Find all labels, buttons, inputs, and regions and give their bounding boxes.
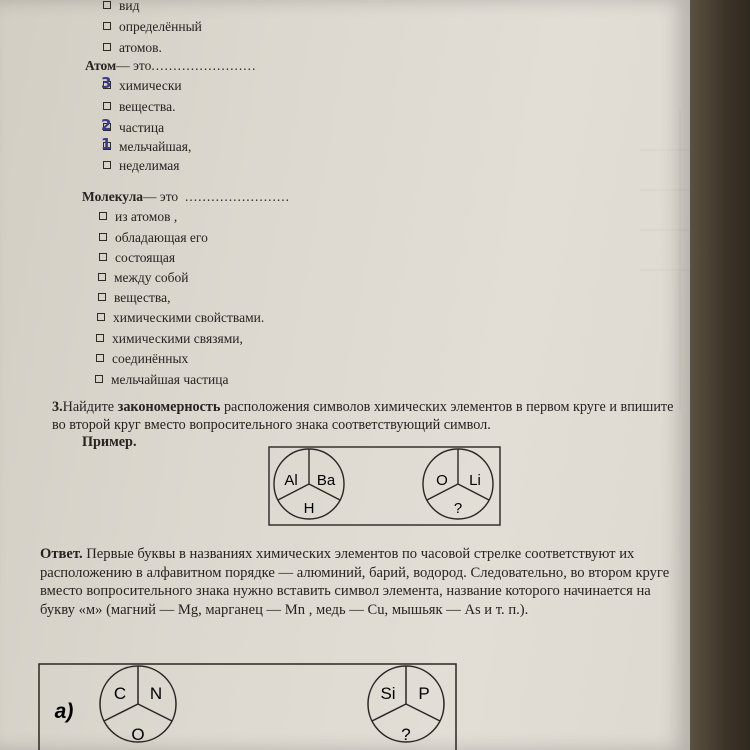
ex-circle2-left: Si	[380, 684, 396, 703]
checkbox[interactable]	[99, 212, 107, 220]
answer-text: Ответ. Первые буквы в названиях химических элементов по часовой стрелке соответствуют их расположению в алфавитном порядке — алюминий, барий, водород. Следовательно, во втором круге вместо вопросительного знака нужно вставить символ элемента, название которого начинается на букву «м» (магний — Mg, марганец — Mn , медь — Cu, мышьяк — As и т. п.).	[40, 546, 670, 618]
circle1-bottom: H	[303, 500, 315, 517]
exercise-a-diagram	[38, 656, 458, 750]
exercise-a-label: а)	[54, 700, 74, 723]
checkbox[interactable]	[95, 375, 103, 383]
atom-option-melchaishaya[interactable]: мельчайшая,	[103, 139, 191, 155]
circle2-left: O	[436, 472, 448, 489]
ex-circle1-left: C	[113, 684, 127, 703]
molecule-heading: Молекула— это ........................	[82, 189, 290, 204]
molecule-option[interactable]: химическими связями,	[96, 331, 243, 347]
checkbox[interactable]	[103, 161, 111, 169]
option-opredelennyi[interactable]: определённый	[103, 19, 202, 35]
circle1-left: Al	[284, 472, 298, 489]
checkbox[interactable]	[99, 253, 107, 261]
example-circle-1	[274, 449, 344, 519]
example-circle-2	[423, 449, 493, 519]
atom-option-veshchestva[interactable]: вещества.	[103, 99, 175, 115]
molecule-option[interactable]: соединённых	[96, 351, 188, 367]
handwritten-mark: 2	[101, 116, 112, 134]
handwritten-mark: 1	[101, 135, 112, 153]
atom-heading: Атом— это........................	[85, 58, 257, 73]
atom-option-nedelimaya[interactable]: неделимая	[103, 158, 180, 174]
ex-circle2-right: P	[418, 684, 430, 703]
example-label: Пример.	[82, 434, 137, 450]
atom-option-khimicheski[interactable]: химически	[103, 78, 182, 94]
example-circles-diagram	[268, 444, 503, 528]
checkbox[interactable]	[103, 22, 111, 30]
molecule-option[interactable]: обладающая его	[99, 230, 208, 246]
ex-circle1-right: N	[149, 684, 163, 703]
checkbox[interactable]	[97, 313, 105, 321]
molecule-option[interactable]: между собой	[98, 270, 188, 286]
circle2-bottom: ?	[453, 500, 463, 517]
atom-option-chastitsa[interactable]: частица	[103, 120, 164, 136]
checkbox[interactable]	[98, 293, 106, 301]
molecule-option[interactable]: состоящая	[99, 250, 175, 266]
molecule-option[interactable]: химическими свойствами.	[97, 310, 264, 326]
ex-circle2-bottom: ?	[401, 725, 411, 744]
checkbox[interactable]	[99, 233, 107, 241]
checkbox[interactable]	[103, 102, 111, 110]
circle2-right: Li	[469, 472, 481, 489]
checkbox[interactable]	[98, 273, 106, 281]
exercise-circle-2	[368, 666, 444, 744]
checkbox[interactable]	[96, 334, 104, 342]
circle1-right: Ba	[316, 472, 336, 489]
ex-circle1-bottom: O	[131, 725, 145, 744]
option-atomov[interactable]: атомов.	[103, 40, 162, 56]
exercise-circle-1	[100, 666, 176, 744]
exercise-frame	[39, 664, 456, 750]
checkbox[interactable]	[103, 43, 111, 51]
molecule-option[interactable]: вещества,	[98, 290, 170, 306]
checkbox[interactable]	[103, 1, 111, 9]
molecule-option[interactable]: из атомов ,	[99, 209, 177, 225]
checkbox[interactable]	[96, 354, 104, 362]
page-edge	[690, 0, 750, 750]
molecule-option[interactable]: мельчайшая частица	[95, 372, 229, 388]
handwritten-mark: 3	[101, 74, 112, 92]
option-vid[interactable]: вид	[103, 0, 139, 14]
task3-text: 3.Найдите закономерность расположения символов химических элементов в первом круге и впишите во второй круг вместо вопросительного знака соответствующий символ.	[52, 399, 674, 433]
